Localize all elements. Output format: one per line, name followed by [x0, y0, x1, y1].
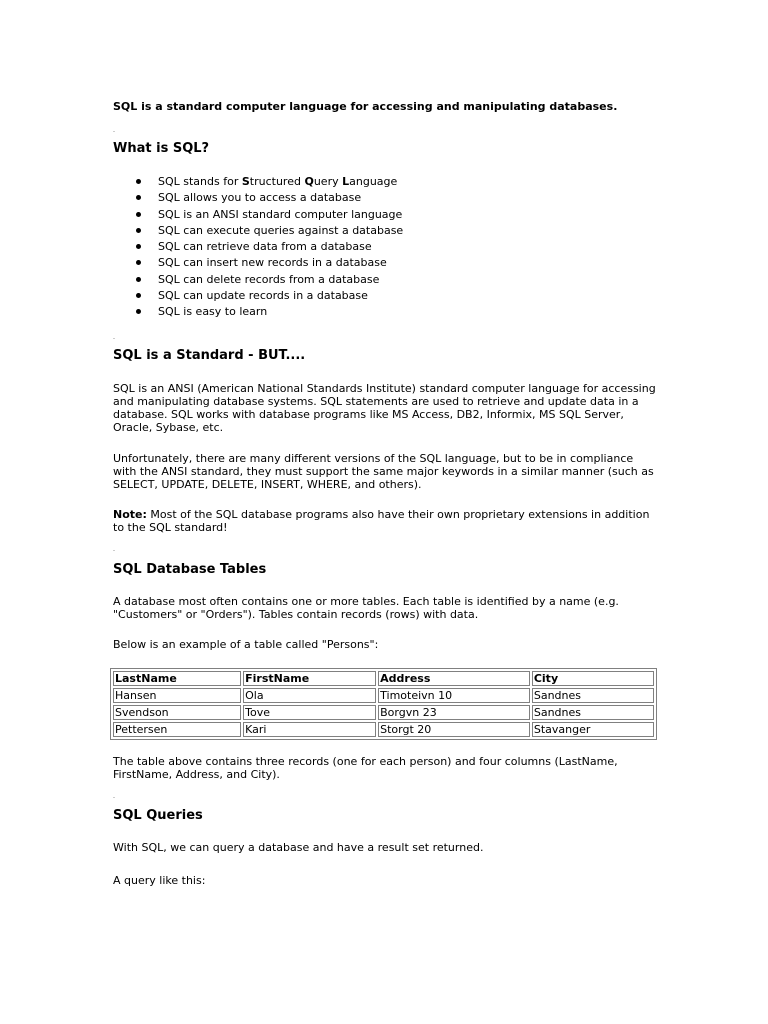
standard-note	[113, 508, 658, 534]
list-item-text: SQL can delete records from a database	[158, 272, 380, 286]
list-item	[113, 223, 658, 239]
persons-table	[110, 668, 657, 740]
table-cell: Hansen	[113, 688, 241, 703]
list-item-text: SQL is an ANSI standard computer language	[158, 207, 403, 221]
table-cell: Borgvn 23	[378, 705, 530, 720]
list-item-text: SQL can update records in a database	[158, 289, 368, 303]
heading-sql-queries: SQL Queries	[113, 808, 203, 823]
standard-paragraph-2: Unfortunately, there are many different versions of the SQL language, but to be in compliance with the ANSI standard, they must support the same major keywords in a similar manner (such as SELECT, UPDATE, DELETE, INSERT, WHERE, and others).	[113, 452, 654, 491]
table-cell: Pettersen	[113, 722, 241, 737]
list-item	[113, 239, 658, 255]
table-cell: Storgt 20	[378, 722, 530, 737]
standard-paragraph-1: SQL is an ANSI (American National Standards Institute) standard computer language for accessing and manipulating database systems. SQL statements are used to retrieve and update data in a database. SQL works with database programs like MS Access, DB2, Informix, MS SQL Server, Oracle, Sybase, etc.	[113, 382, 656, 434]
bullet-icon	[136, 195, 141, 200]
table-header-row	[113, 671, 654, 686]
list-item	[113, 288, 658, 304]
list-item-text: SQL can retrieve data from a database	[158, 240, 372, 254]
list-item-text: SQL is easy to learn	[158, 305, 268, 319]
heading-database-tables: SQL Database Tables	[113, 562, 267, 577]
bullet-icon	[136, 277, 141, 282]
separator-mark	[113, 550, 115, 551]
tables-paragraph-3: The table above contains three records (one for each person) and four columns (LastName, FirstName, Address, and City).	[113, 755, 618, 781]
table-cell: Tove	[243, 705, 376, 720]
list-item-text: SQL allows you to access a database	[158, 191, 362, 205]
tables-paragraph-1: A database most often contains one or more tables. Each table is identified by a name (e.g. "Customers" or "Orders"). Tables contain records (rows) with data.	[113, 595, 619, 621]
table-cell: Sandnes	[532, 705, 654, 720]
list-item	[113, 190, 658, 206]
list-item	[113, 255, 658, 271]
intro-text: SQL is a standard computer language for accessing and manipulating databases.	[113, 100, 618, 113]
table-cell: Ola	[243, 688, 376, 703]
list-item	[113, 272, 658, 288]
table-row	[113, 705, 654, 720]
queries-paragraph-1: With SQL, we can query a database and have a result set returned.	[113, 841, 484, 854]
tables-paragraph-2: Below is an example of a table called "Persons":	[113, 638, 379, 651]
bullet-icon	[136, 309, 141, 314]
heading-sql-standard: SQL is a Standard - BUT....	[113, 348, 306, 363]
heading-what-is-sql: What is SQL?	[113, 141, 210, 156]
queries-paragraph-2: A query like this:	[113, 874, 206, 887]
bullet-icon	[136, 179, 141, 184]
bullet-icon	[136, 244, 141, 249]
column-header: FirstName	[243, 671, 376, 686]
column-header: LastName	[113, 671, 241, 686]
bullet-icon	[136, 212, 141, 217]
list-item	[113, 304, 658, 320]
table-cell: Timoteivn 10	[378, 688, 530, 703]
what-is-sql-list	[113, 174, 658, 321]
list-item-text: SQL can execute queries against a database	[158, 223, 404, 237]
bullet-icon	[136, 293, 141, 298]
bullet-icon	[136, 260, 141, 265]
separator-mark	[113, 338, 115, 339]
table-row	[113, 688, 654, 703]
list-item	[113, 207, 658, 223]
separator-mark	[113, 797, 115, 798]
list-item	[113, 174, 658, 190]
note-label: Note:	[113, 508, 147, 521]
list-item-text: SQL stands for Structured Query Language	[158, 175, 398, 188]
table-cell: Svendson	[113, 705, 241, 720]
table-row	[113, 722, 654, 737]
list-item-text: SQL can insert new records in a database	[158, 256, 387, 270]
table-cell: Kari	[243, 722, 376, 737]
table-cell: Sandnes	[532, 688, 654, 703]
note-text: Most of the SQL database programs also have their own proprietary extensions in addition to the SQL standard!	[113, 508, 650, 534]
bullet-icon	[136, 228, 141, 233]
column-header: City	[532, 671, 654, 686]
separator-mark	[113, 131, 115, 132]
table-cell: Stavanger	[532, 722, 654, 737]
column-header: Address	[378, 671, 530, 686]
